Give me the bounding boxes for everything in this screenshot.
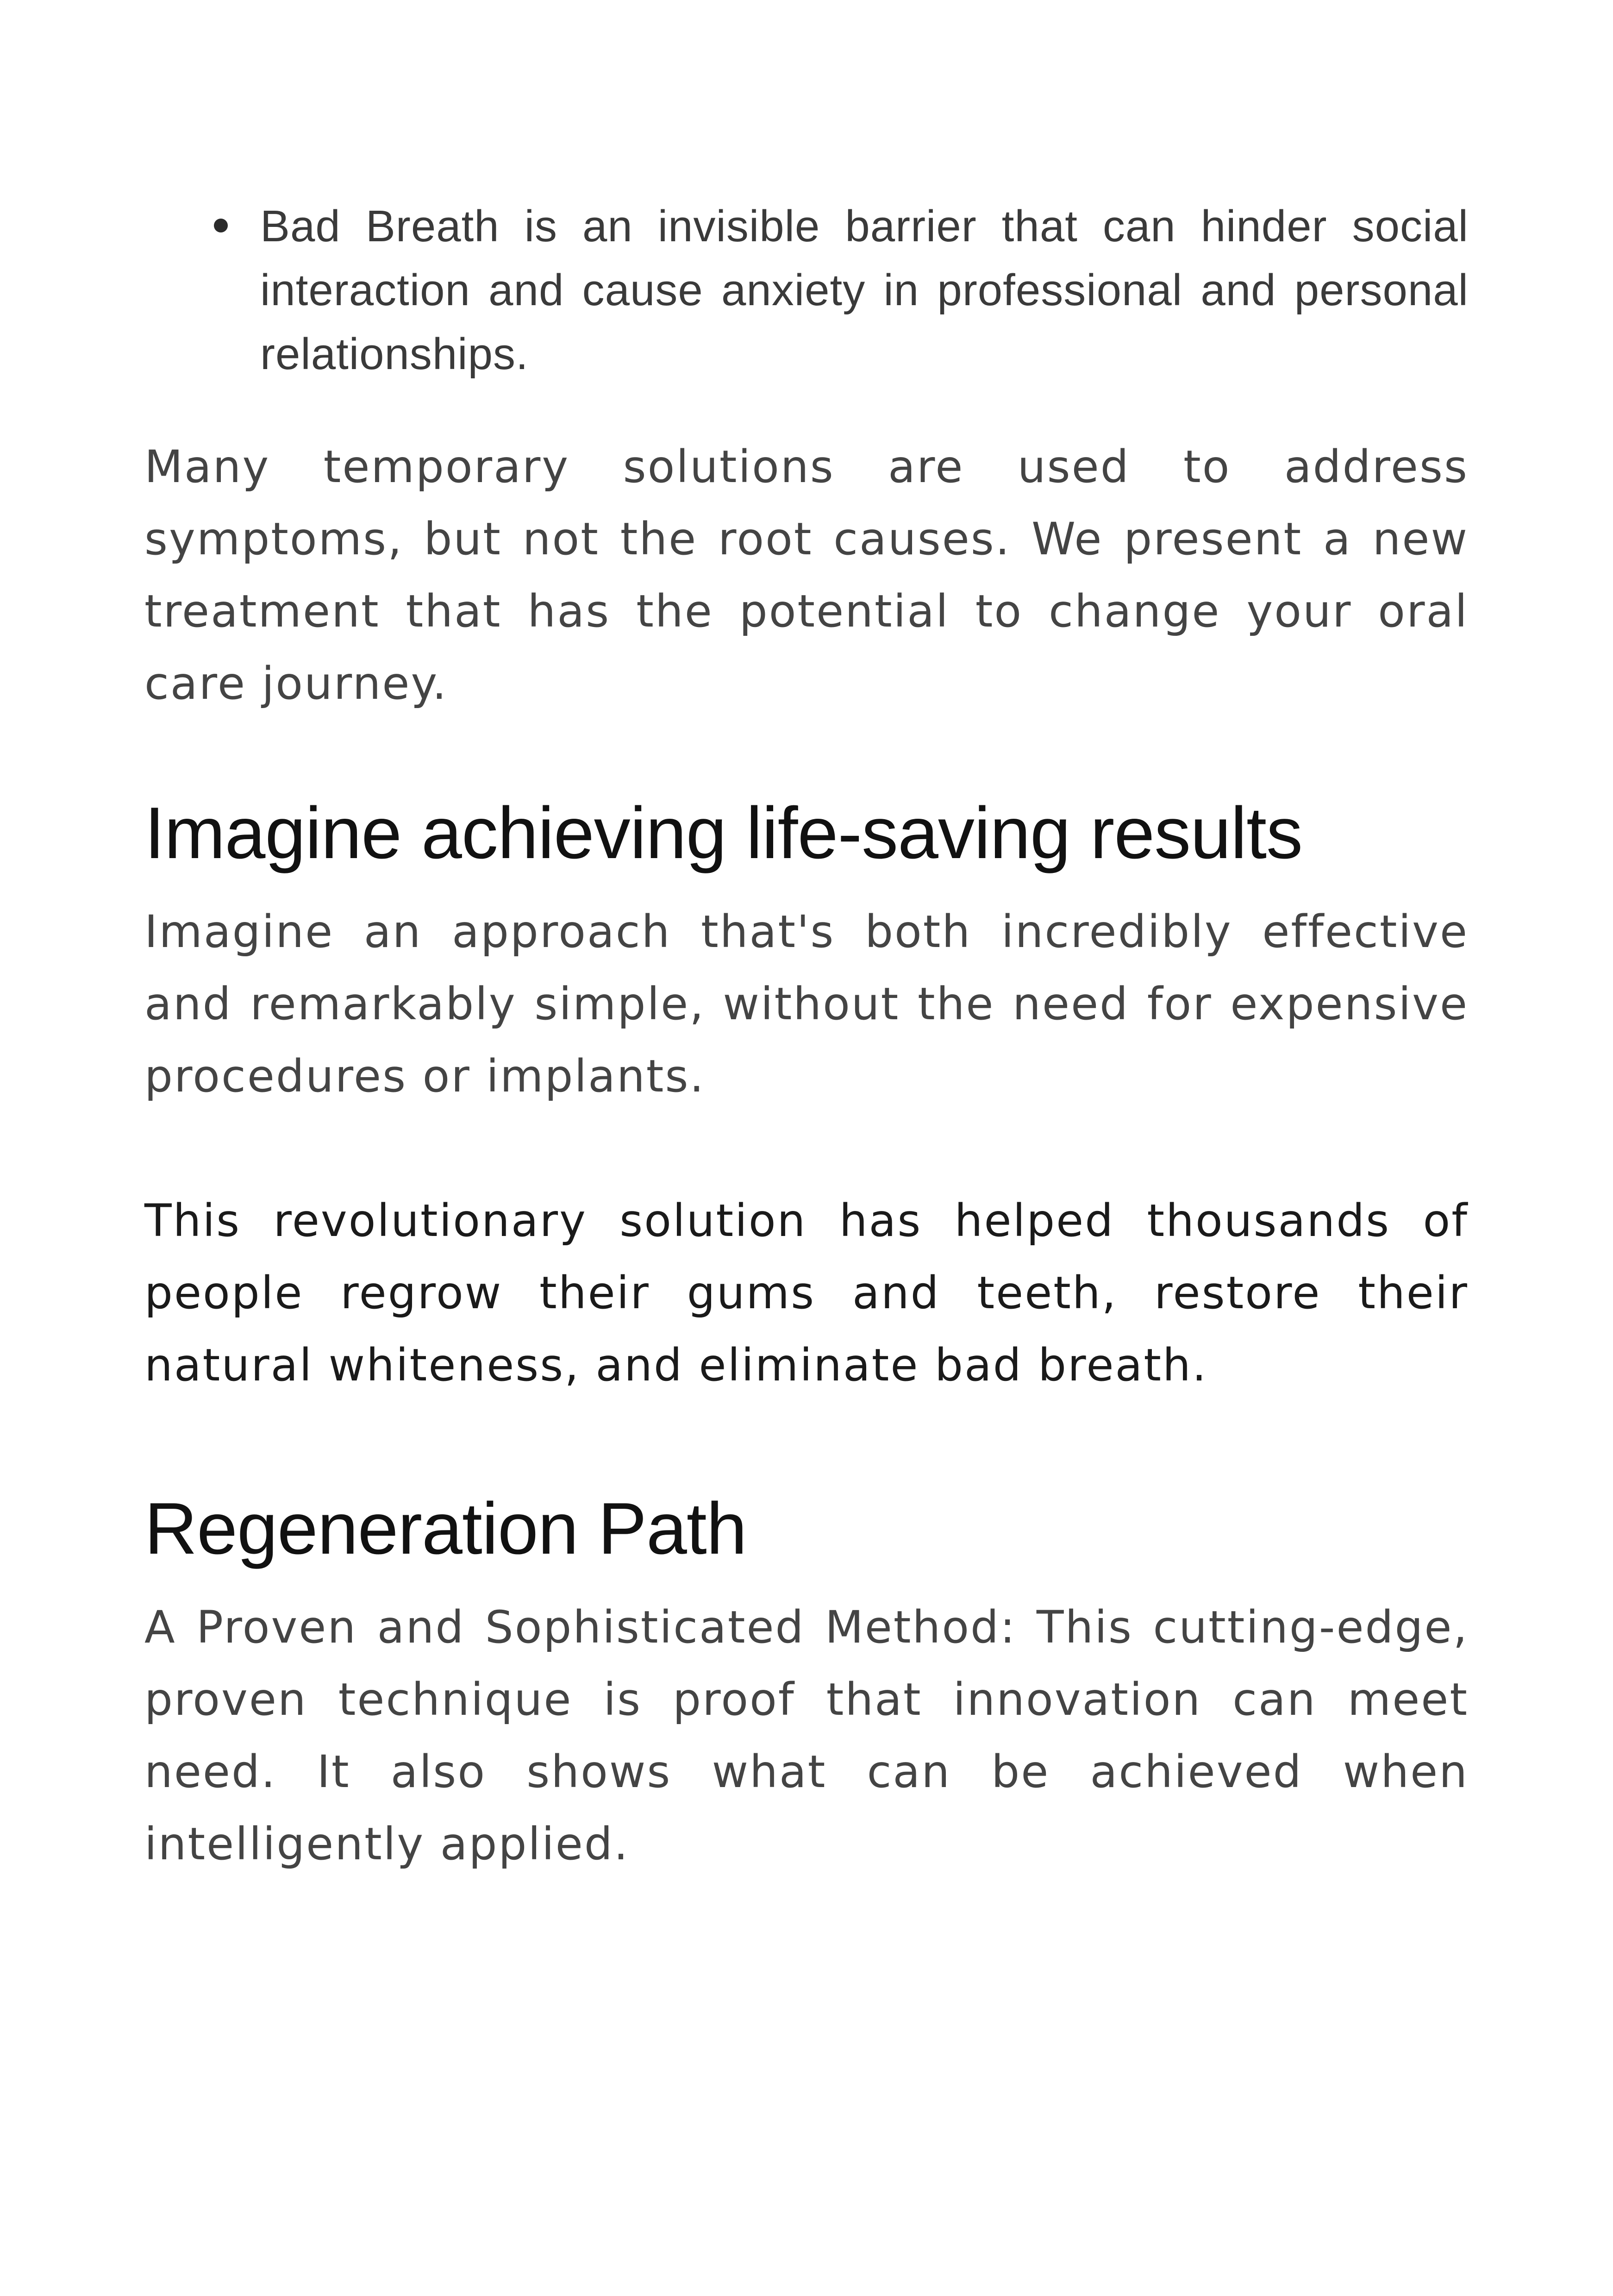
section-heading-results: Imagine achieving life-saving results [144,792,1303,874]
bullet-list [144,194,1469,386]
results-paragraph-solution: This revolutionary solution has helped thousands of people regrow their gums and teeth, restore their natural whiteness, and eliminate bad breath. [144,1195,1469,1391]
section-heading-regeneration: Regeneration Path [144,1488,747,1569]
intro-paragraph: Many temporary solutions are used to address symptoms, but not the root causes. We present a new treatment that has the potential to change your oral care journey. [144,441,1469,709]
bullet-item [260,194,1469,386]
bullet-text: Bad Breath is an invisible barrier that can hinder social interaction and cause anxiety in professional and personal relationships. [260,201,1469,379]
document-page [144,194,1469,1880]
bullet-dot-icon [214,219,228,232]
regeneration-paragraph: A Proven and Sophisticated Method: This cutting-edge, proven technique is proof that innovation can meet need. It also shows what can be achieved when intelligently applied. [144,1601,1469,1870]
results-paragraph-approach: Imagine an approach that's both incredibly effective and remarkably simple, without the need for expensive procedures or implants. [144,906,1469,1102]
